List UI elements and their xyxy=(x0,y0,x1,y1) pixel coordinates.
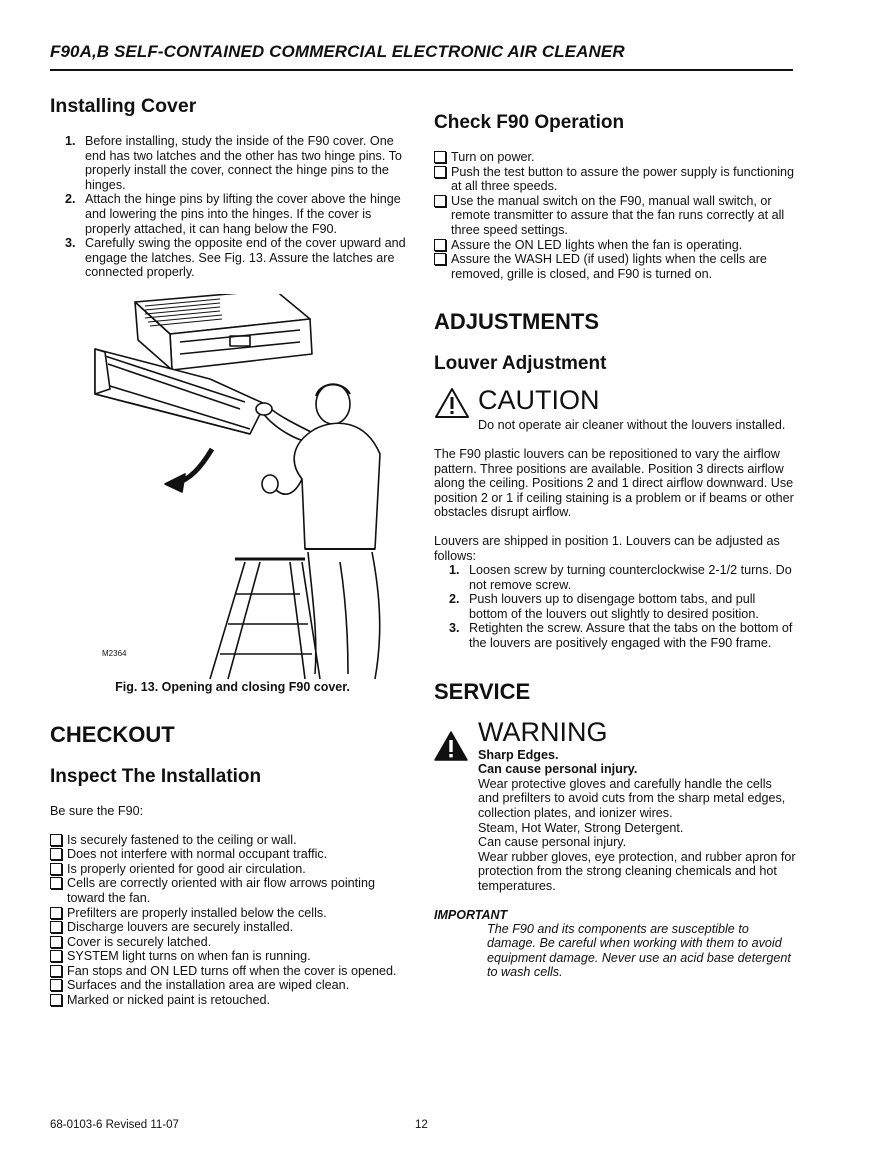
left-column xyxy=(50,95,415,1008)
checklist-item: Use the manual switch on the F90, manual wall switch, or remote transmitter to assure that the fan runs correctly at all three speed settings. xyxy=(434,194,796,238)
louver-adjustment-heading: Louver Adjustment xyxy=(434,353,607,375)
checklist-item: Turn on power. xyxy=(434,150,796,165)
right-column xyxy=(434,112,796,980)
checkbox-icon xyxy=(50,994,62,1006)
checklist-item: Prefilters are properly installed below the cells. xyxy=(50,906,415,921)
checklist-item: Cover is securely latched. xyxy=(50,935,415,950)
list-item: 3. Carefully swing the opposite end of the cover upward and engage the latches. See Fig. 13. Assure the latches are connected properly. xyxy=(65,236,406,280)
important-label: IMPORTANT xyxy=(434,907,508,922)
checklist-item: Discharge louvers are securely installed. xyxy=(50,920,415,935)
checkout-heading: CHECKOUT xyxy=(50,721,175,747)
checklist-item: SYSTEM light turns on when fan is running. xyxy=(50,949,415,964)
warning-text-2: Steam, Hot Water, Strong Detergent. xyxy=(478,820,684,835)
checklist-item: Is properly oriented for good air circulation. xyxy=(50,862,415,877)
operation-checklist xyxy=(434,150,796,281)
checkbox-icon xyxy=(434,166,446,178)
service-heading: SERVICE xyxy=(434,678,531,704)
figure-caption: Fig. 13. Opening and closing F90 cover. xyxy=(115,679,350,694)
checklist-item: Fan stops and ON LED turns off when the cover is opened. xyxy=(50,964,415,979)
checklist-item: Push the test button to assure the power supply is functioning at all three speeds. xyxy=(434,165,796,194)
warning-text-4: Wear rubber gloves, eye protection, and rubber apron for protection from the strong cleaning chemicals and hot temperatures. xyxy=(478,849,796,893)
checkbox-icon xyxy=(50,921,62,933)
checklist-item: Surfaces and the installation area are wiped clean. xyxy=(50,978,415,993)
checkbox-icon xyxy=(50,877,62,889)
installing-cover-steps xyxy=(50,134,415,280)
footer-doc-number: 68-0103-6 Revised 11-07 xyxy=(50,1119,179,1131)
warning-text-1: Wear protective gloves and carefully handle the cells and prefilters to avoid cuts from the sharp metal edges, collection plates, and ionizer wires. xyxy=(478,776,786,821)
check-operation-heading: Check F90 Operation xyxy=(434,112,625,133)
checkbox-icon xyxy=(50,979,62,991)
checklist-item: Does not interfere with normal occupant traffic. xyxy=(50,847,415,862)
checklist-item: Cells are correctly oriented with air flow arrows pointing toward the fan. xyxy=(50,876,415,905)
warning-bold-2: Can cause personal injury. xyxy=(478,762,638,777)
checkbox-icon xyxy=(434,253,446,265)
caution-triangle-icon xyxy=(434,387,470,419)
checkbox-icon xyxy=(50,907,62,919)
list-item: 2. Push louvers up to disengage bottom tabs, and pull bottom of the louvers out slightly to desired position. xyxy=(449,592,759,621)
list-item: 3. Retighten the screw. Assure that the tabs on the bottom of the louvers are positively engaged with the F90 frame. xyxy=(449,621,793,651)
louver-steps xyxy=(434,563,796,651)
warning-triangle-icon xyxy=(434,731,468,761)
checkbox-icon xyxy=(50,936,62,948)
caution-text: Do not operate air cleaner without the louvers installed. xyxy=(478,418,786,433)
checkbox-icon xyxy=(50,950,62,962)
footer-page-number: 12 xyxy=(415,1119,428,1131)
installing-cover-heading: Installing Cover xyxy=(50,95,197,117)
page-header xyxy=(50,42,793,71)
checkout-intro: Be sure the F90: xyxy=(50,803,144,818)
cover-installation-illustration xyxy=(50,294,415,684)
checklist-item: Marked or nicked paint is retouched. xyxy=(50,993,415,1008)
caution-title: CAUTION xyxy=(478,385,600,416)
checkout-checklist xyxy=(50,833,415,1008)
checkbox-icon xyxy=(50,965,62,977)
warning-text-3: Can cause personal injury. xyxy=(478,835,627,850)
checklist-item: Assure the ON LED lights when the fan is operating. xyxy=(434,238,796,253)
figure-code: M2364 xyxy=(102,648,127,658)
checkbox-icon xyxy=(434,195,446,207)
checklist-item: Is securely fastened to the ceiling or wall. xyxy=(50,833,415,848)
louver-paragraph-2: Louvers are shipped in position 1. Louvers can be adjusted as follows: xyxy=(434,533,780,563)
warning-title: WARNING xyxy=(478,716,608,747)
checkbox-icon xyxy=(434,239,446,251)
checkbox-icon xyxy=(50,834,62,846)
list-item: 1. Loosen screw by turning counterclockwise 2-1/2 turns. Do not remove screw. xyxy=(449,563,792,592)
checkbox-icon xyxy=(434,151,446,163)
checkbox-icon xyxy=(50,848,62,860)
list-item: 2. Attach the hinge pins by lifting the cover above the hinge and lowering the pins into the hinges. If the cover is properly attached, it can hang below the F90. xyxy=(65,192,401,236)
inspect-installation-heading: Inspect The Installation xyxy=(50,765,262,787)
important-text: The F90 and its components are susceptible to damage. Be careful when working with them to avoid equipment damage. Never use an acid base detergent to wash cells. xyxy=(487,921,791,980)
list-item: 1. Before installing, study the inside of the F90 cover. One end has two latches and the other has two hinge pins. To properly install the cover, connect the hinge pins to the hinges. xyxy=(65,134,402,192)
louver-paragraph-1: The F90 plastic louvers can be repositioned to vary the airflow pattern. Three positions are available. Position 3 directs airflow along the ceiling. Positions 2 and 1 direct airflow downward. Use position 2 or 1 if ceiling staining is a problem or if beams or other obstacles disrupt airflow. xyxy=(434,446,794,520)
figure-13 xyxy=(50,294,415,684)
caution-block xyxy=(434,385,796,433)
checklist-item: Assure the WASH LED (if used) lights when the cells are removed, grille is closed, and F90 is turned on. xyxy=(434,252,796,281)
checkbox-icon xyxy=(50,863,62,875)
warning-block xyxy=(434,717,796,894)
adjustments-heading: ADJUSTMENTS xyxy=(434,309,600,335)
document-title: F90A,B SELF-CONTAINED COMMERCIAL ELECTRONIC AIR CLEANER xyxy=(50,42,625,61)
warning-bold-1: Sharp Edges. xyxy=(478,747,559,762)
